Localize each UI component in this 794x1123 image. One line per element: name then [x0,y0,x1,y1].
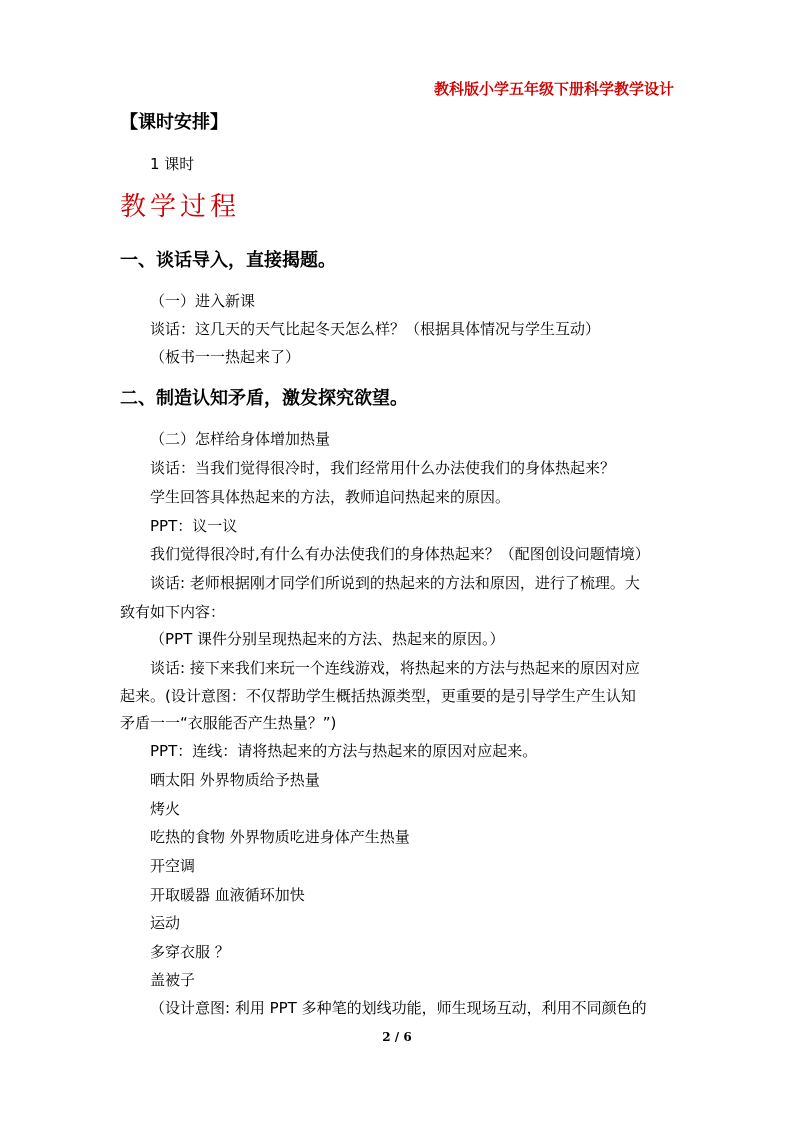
section-2-line-11: 矛盾一一“衣服能否产生热量？”) [120,714,337,732]
section-2-line-14: 烤火 [150,800,181,818]
document-header-title: 教科版小学五年级下册科学教学设计 [433,80,674,98]
section-2-line-15: 吃热的食物 外界物质吃进身体产生热量 [150,828,410,846]
section-2-line-5: 我们觉得很冷时,有什么有办法使我们的身体热起来？（配图创设问题情境） [150,545,650,563]
section-2-line-18: 运动 [150,914,181,932]
section-1-line-1: （一）进入新课 [150,292,256,310]
section-2-line-20: 盖被子 [150,971,196,989]
section-1-line-2: 谈话：这几天的天气比起冬天怎么样？（根据具体情况与学生互动） [150,320,601,338]
section-2-line-2: 谈话：当我们觉得很冷时，我们经常用什么办法使我们的身体热起来？ [150,459,616,477]
section-2-line-17: 开取暖器 血液循环加快 [150,886,305,904]
section-2-line-19: 多穿衣服 ？ [150,943,230,961]
schedule-label: 【课时安排】 [120,112,228,133]
section-2-line-6: 谈话: 老师根据刚才同学们所说到的热起来的方法和原因，进行了梳理。大 [150,574,640,592]
section-2-line-10: 起来。(设计意图：不仅帮助学生概括热源类型，更重要的是引导学生产生认知 [120,687,636,705]
section-2-line-4: PPT：议一议 [150,517,238,535]
section-2-line-16: 开空调 [150,857,196,875]
process-title: 教学过程 [120,192,241,222]
section-1-heading: 一、谈话导入，直接揭题。 [120,250,336,271]
section-2-line-3: 学生回答具体热起来的方法，教师追问热起来的原因。 [150,488,511,506]
schedule-value: 1 课时 [150,155,195,173]
section-2-heading: 二、制造认知矛盾，激发探究欲望。 [120,388,408,409]
section-2-line-9: 谈话: 接下来我们来玩一个连线游戏，将热起来的方法与热起来的原因对应 [150,659,640,677]
section-2-line-8: （PPT 课件分别呈现热起来的方法、热起来的原因。） [150,630,505,648]
section-2-line-12: PPT：连线：请将热起来的方法与热起来的原因对应起来。 [150,742,538,760]
section-2-line-7: 致有如下内容： [120,603,226,621]
section-2-line-1: （二）怎样给身体增加热量 [150,430,331,448]
section-2-line-21: （设计意图: 利用 PPT 多种笔的划线功能，师生现场互动，利用不同颜色的 [150,999,647,1017]
section-2-line-13: 晒太阳 外界物质给予热量 [150,771,320,789]
section-1-line-3: （板书一一热起来了） [150,348,301,366]
page-number: 2 / 6 [382,1030,412,1044]
